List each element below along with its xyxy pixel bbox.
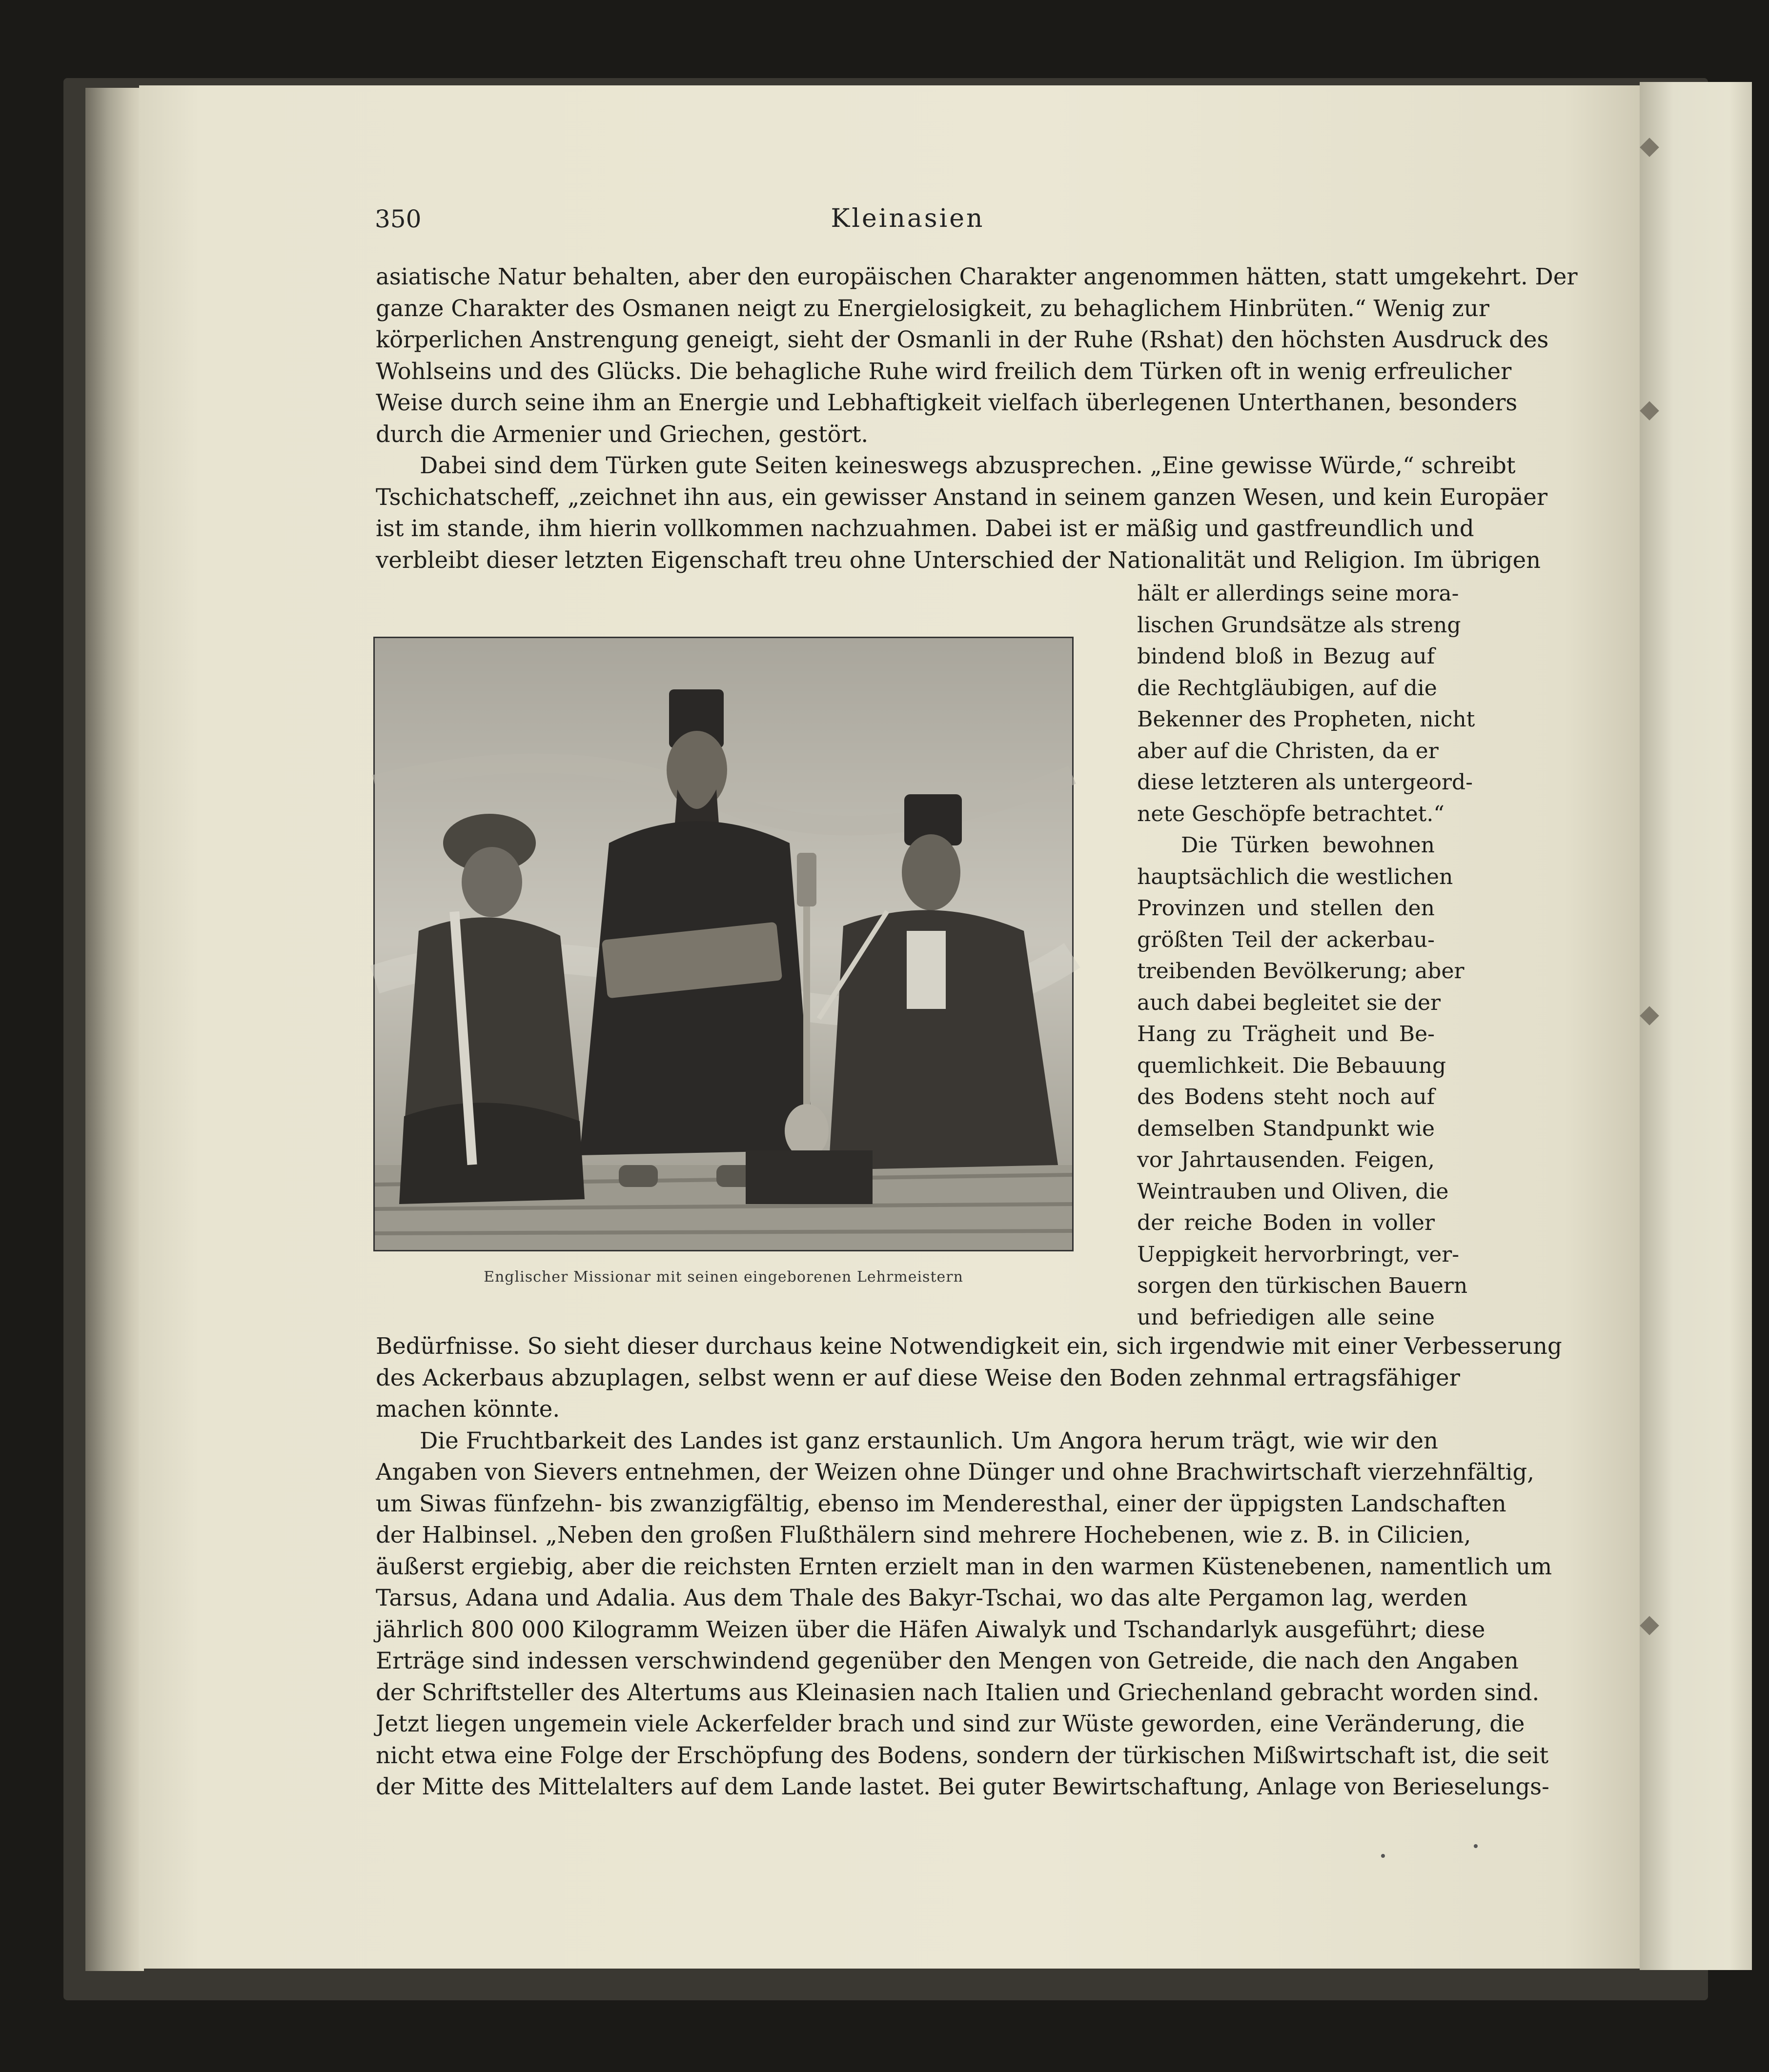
text-line: sorgen den türkischen Bauern [1137, 1273, 1468, 1298]
page-number: 350 [375, 205, 422, 233]
text-line: nete Geschöpfe betrachtet.“ [1137, 801, 1444, 826]
text-line: machen könnte. [376, 1396, 560, 1422]
text-block-bottom [376, 1330, 1562, 1803]
text-line: körperlichen Anstrengung geneigt, sieht der Osmanli in der Ruhe (Rshat) den höchsten Ausdruck des [376, 326, 1549, 353]
text-line: Weise durch seine ihm an Energie und Lebhaftigkeit vielfach überlegenen Unterthanen, besonders [376, 389, 1518, 416]
text-line: nicht etwa eine Folge der Erschöpfung des Bodens, sondern der türkischen Mißwirtschaft ist, die seit [376, 1742, 1549, 1769]
text-line: Dabei sind dem Türken gute Seiten keineswegs abzusprechen. „Eine gewisse Würde,“ schreibt [420, 452, 1516, 479]
text-line: des Ackerbaus abzuplagen, selbst wenn er auf diese Weise den Boden zehnmal ertragsfähiger [376, 1364, 1460, 1391]
text-line: ist im stande, ihm hierin vollkommen nachzuahmen. Dabei ist er mäßig und gastfreundlich und [376, 515, 1474, 542]
text-line: ganze Charakter des Osmanen neigt zu Energielosigkeit, zu behaglichem Hinbrüten.“ Wenig zur [376, 295, 1489, 322]
page-stack-edge [85, 88, 144, 1971]
text-line: größten Teil der ackerbau- [1137, 927, 1435, 952]
text-line: Bekenner des Propheten, nicht [1137, 707, 1475, 732]
text-line: der reiche Boden in voller [1137, 1210, 1435, 1235]
text-line: aber auf die Christen, da er [1137, 738, 1439, 764]
text-line: Tschichatscheff, „zeichnet ihn aus, ein gewisser Anstand in seinem ganzen Wesen, und kein Europäer [376, 483, 1548, 510]
text-line: verbleibt dieser letzten Eigenschaft treu ohne Unterschied der Nationalität und Religion. Im übrigen [376, 546, 1541, 573]
text-line: auch dabei begleitet sie der [1137, 990, 1441, 1015]
photograph-image [375, 638, 1072, 1250]
text-line: des Bodens steht noch auf [1137, 1085, 1435, 1109]
text-line: jährlich 800 000 Kilogramm Weizen über die Häfen Aiwalyk und Tschandarlyk ausgeführt; diese [376, 1616, 1485, 1643]
text-line: demselben Standpunkt wie [1137, 1116, 1435, 1141]
text-line: und befriedigen alle seine [1137, 1305, 1435, 1330]
ink-speck [1381, 1854, 1385, 1858]
page-marker [1640, 1616, 1659, 1635]
text-line: Provinzen und stellen den [1137, 896, 1435, 921]
text-line: Angaben von Sievers entnehmen, der Weizen ohne Dünger und ohne Brachwirtschaft vierzehnfältig, [376, 1459, 1535, 1485]
text-line: um Siwas fünfzehn- bis zwanzigfältig, ebenso im Menderesthal, einer der üppigsten Landschaften [376, 1490, 1506, 1517]
text-line: der Mitte des Mittelalters auf dem Lande lastet. Bei guter Bewirtschaftung, Anlage von Berieselungs- [376, 1773, 1549, 1800]
text-line: bindend bloß in Bezug auf [1137, 644, 1435, 669]
text-line: der Schriftsteller des Altertums aus Kleinasien nach Italien und Griechenland gebracht worden sind. [376, 1679, 1540, 1706]
text-line: Ueppigkeit hervorbringt, ver- [1137, 1242, 1460, 1267]
text-line: Jetzt liegen ungemein viele Ackerfelder brach und sind zur Wüste geworden, eine Veränderung, die [376, 1710, 1525, 1737]
text-line: Erträge sind indessen verschwindend gegenüber den Mengen von Getreide, die nach den Angaben [376, 1648, 1519, 1674]
text-line: durch die Armenier und Griechen, gestört. [376, 421, 869, 447]
text-line: treibenden Bevölkerung; aber [1137, 959, 1464, 984]
text-line: äußerst ergiebig, aber die reichsten Ernten erzielt man in den warmen Küstenebenen, namentlich um [376, 1553, 1552, 1580]
text-line: Weintrauben und Oliven, die [1137, 1179, 1449, 1204]
running-head: Kleinasien [831, 204, 985, 233]
text-line: diese letzteren als untergeord- [1137, 770, 1473, 795]
text-line: der Halbinsel. „Neben den großen Flußthälern sind mehrere Hochebenen, wie z. B. in Cilicien, [376, 1522, 1471, 1548]
text-line: Tarsus, Adana und Adalia. Aus dem Thale des Bakyr-Tschai, wo das alte Pergamon lag, werden [376, 1585, 1468, 1611]
facing-page-edge [1640, 82, 1752, 1970]
text-line: vor Jahrtausenden. Feigen, [1137, 1147, 1435, 1172]
figure-caption: Englischer Missionar mit seinen eingeborenen Lehrmeistern [484, 1268, 963, 1286]
text-line: Bedürfnisse. So sieht dieser durchaus keine Notwendigkeit ein, sich irgendwie mit einer Verbesserung [376, 1333, 1562, 1359]
text-block-side [1137, 578, 1475, 1333]
text-line: quemlichkeit. Die Bebauung [1137, 1053, 1446, 1078]
text-line: Hang zu Trägheit und Be- [1137, 1022, 1435, 1046]
text-line: lischen Grundsätze als streng [1137, 612, 1461, 638]
page-marker [1640, 138, 1659, 157]
text-line: asiatische Natur behalten, aber den europäischen Charakter angenommen hätten, statt umgekehrt. Der [376, 263, 1578, 290]
text-line: hält er allerdings seine mora- [1137, 581, 1459, 606]
page-marker [1640, 401, 1659, 421]
text-line: hauptsächlich die westlichen [1137, 864, 1453, 889]
text-block-top [376, 261, 1578, 576]
text-line: Wohlseins und des Glücks. Die behagliche Ruhe wird freilich dem Türken oft in wenig erfreulicher [376, 358, 1512, 384]
text-line: die Rechtgläubigen, auf die [1137, 675, 1437, 701]
text-line: Die Fruchtbarkeit des Landes ist ganz erstaunlich. Um Angora herum trägt, wie wir den [420, 1427, 1439, 1454]
page-marker [1640, 1006, 1659, 1026]
text-line: Die Türken bewohnen [1181, 833, 1435, 858]
photograph-figure [373, 637, 1074, 1251]
ink-speck [1474, 1844, 1478, 1848]
